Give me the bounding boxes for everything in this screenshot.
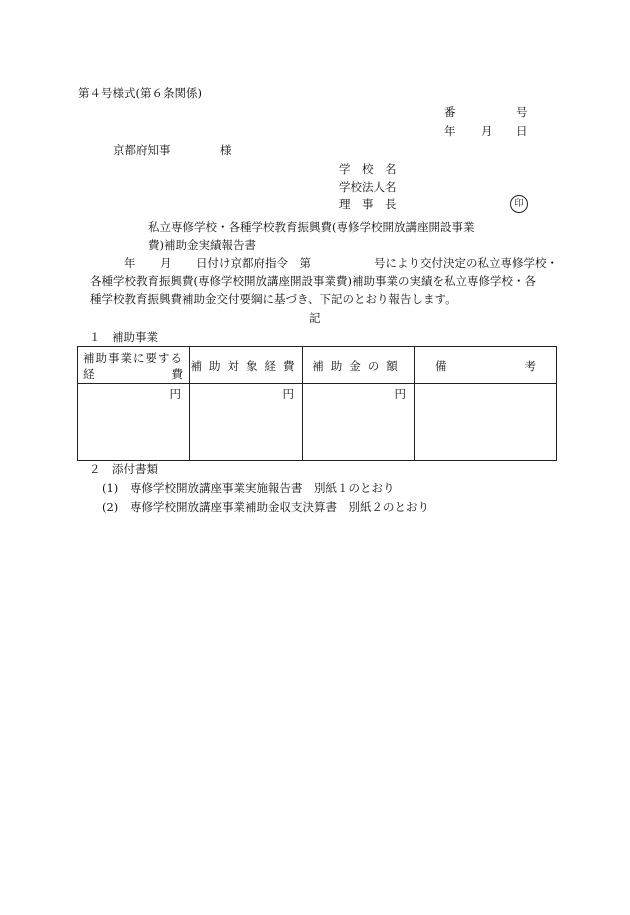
body-line-3: 種学校教育振興費補助金交付要綱に基づき、下記のとおり報告します。 <box>90 292 457 306</box>
number-label: 番 <box>444 105 456 119</box>
attachment-2-text: 専修学校開放講座事業補助金収支決算書 別紙２のとおり <box>130 500 429 514</box>
title-line-2: 費)補助金実績報告書 <box>148 238 256 252</box>
header-project-cost-hi: 費 <box>171 367 183 381</box>
date-day: 日 <box>516 124 528 138</box>
form-id: 第４号様式(第６条関係) <box>78 86 202 100</box>
header-project-cost-kei: 経 <box>83 367 95 381</box>
date-year: 年 <box>444 124 456 138</box>
ki-heading: 記 <box>309 311 321 325</box>
addressee-name: 京都府知事 <box>113 143 171 157</box>
cell-grant-amount[interactable]: 円 <box>303 384 415 461</box>
cell-eligible-cost[interactable]: 円 <box>190 384 303 461</box>
section2-heading: ２ 添付書類 <box>89 462 158 476</box>
cell-remarks[interactable] <box>415 384 557 461</box>
number-suffix: 号 <box>516 105 528 119</box>
title-line-1: 私立専修学校・各種学校教育振興費(専修学校開放講座開設事業 <box>148 220 475 234</box>
header-remarks-kou: 考 <box>524 359 536 373</box>
date-month: 月 <box>481 124 493 138</box>
addressee-honorific: 様 <box>220 143 232 157</box>
body-directive: 日付け京都府指令 第 <box>196 256 311 270</box>
header-remarks-bi: 備 <box>435 359 447 373</box>
table-row <box>78 384 557 461</box>
header-eligible-cost-label: 補助対象経費 <box>190 359 302 373</box>
attachment-1-text: 専修学校開放講座事業実施報告書 別紙１のとおり <box>130 481 395 495</box>
attachment-2-num: (2) <box>102 500 119 514</box>
header-eligible-cost <box>190 347 303 384</box>
corp-name-label: 学校法人名 <box>339 180 397 194</box>
director-label: 理 事 長 <box>339 197 397 211</box>
body-line-2: 各種学校教育振興費(専修学校開放講座開設事業費)補助事業の実績を私立専修学校・各 <box>90 274 536 288</box>
cell-project-cost[interactable]: 円 <box>78 384 190 461</box>
header-grant-amount-label: 補助金の額 <box>312 359 405 373</box>
body-line-1-end: 号により交付決定の私立専修学校・ <box>374 256 558 270</box>
header-project-cost <box>78 347 190 384</box>
grant-table <box>77 346 557 461</box>
header-grant-amount <box>303 347 415 384</box>
table-header-row <box>78 347 557 384</box>
body-year: 年 <box>124 256 136 270</box>
school-name-label: 学 校 名 <box>339 162 397 176</box>
seal-mark: 印 <box>510 195 528 213</box>
header-remarks <box>415 347 557 384</box>
header-project-cost-line1: 補助事業に要する <box>83 351 183 365</box>
body-month: 月 <box>160 256 172 270</box>
attachment-1-num: (1) <box>102 481 119 495</box>
section1-heading: １ 補助事業 <box>89 330 158 344</box>
